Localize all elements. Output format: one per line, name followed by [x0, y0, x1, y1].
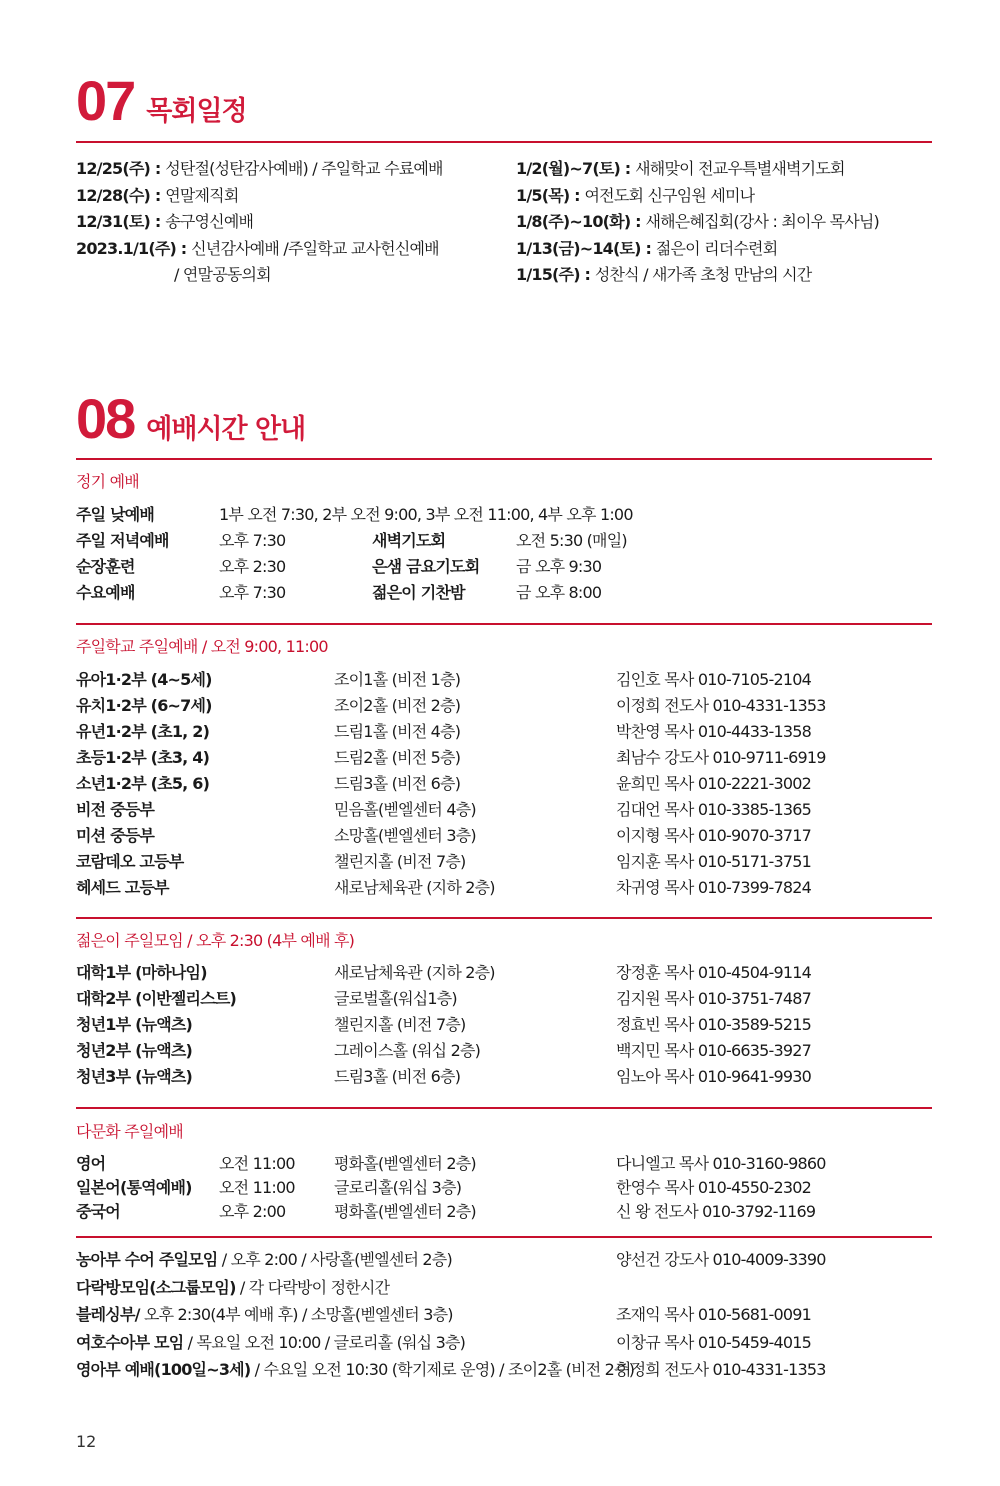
schedule-text: 성찬식 / 새가족 초청 만남의 시간: [594, 265, 812, 284]
meeting-name: 농아부 수어 주일모임: [76, 1250, 218, 1269]
location: 새로남체육관 (지하 2층): [334, 963, 495, 982]
meeting-info: [76, 1301, 453, 1329]
location: 글로벌홀(워십1층): [334, 989, 457, 1008]
schedule-text: 새해은혜집회(강사 : 최이우 목사님): [645, 212, 880, 231]
contact: 임노아 목사 010-9641-9930: [616, 1067, 811, 1086]
schedule-right-column: [516, 156, 879, 289]
schedule-text-continued: / 연말공동의회: [174, 265, 271, 284]
regular-worship-label: 정기 예배: [76, 472, 139, 491]
location: 믿음홀(벧엘센터 4층): [334, 800, 476, 819]
youth-label: 젊은이 주일모임 / 오후 2:30 (4부 예배 후): [76, 931, 355, 950]
schedule-text: 성탄절(성탄감사예배) / 주일학교 수료예배: [165, 159, 443, 178]
worship-time: 오전 11:00: [219, 1154, 295, 1173]
contact: 김대언 목사 010-3385-1365: [616, 800, 811, 819]
location: 소망홀(벧엘센터 3층): [334, 826, 476, 845]
worship-time: 오전 5:30 (매일): [516, 531, 627, 550]
schedule-text: 송구영신예배: [165, 212, 254, 231]
department-name: 유아1·2부 (4~5세): [76, 670, 212, 689]
location: 챌린지홀 (비전 7층): [334, 852, 466, 871]
meeting-name: 블레싱부/: [76, 1305, 140, 1324]
worship-name: 젊은이 기찬밤: [372, 583, 465, 602]
worship-name: 주일 저녁예배: [76, 531, 169, 550]
worship-name: 주일 낮예배: [76, 505, 155, 524]
department-name: 코람데오 고등부: [76, 852, 184, 871]
schedule-date: 1/15(주) :: [516, 265, 595, 284]
location: 그레이스홀 (워십 2층): [334, 1041, 481, 1060]
worship-time: 오전 11:00: [219, 1178, 295, 1197]
department-name: 대학2부 (이반젤리스트): [76, 989, 237, 1008]
meeting-detail: / 각 다락방이 정한시간: [235, 1277, 390, 1297]
page-number: 12: [76, 1432, 97, 1451]
meeting-info: [76, 1246, 452, 1274]
schedule-item: [516, 183, 879, 210]
contact: 정효빈 목사 010-3589-5215: [616, 1015, 811, 1034]
schedule-date: 1/13(금)~14(토) :: [516, 238, 656, 258]
schedule-date: 12/31(토) :: [76, 212, 166, 231]
schedule-text: 여전도회 신구임원 세미나: [584, 185, 755, 205]
schedule-date: 1/8(주)~10(화) :: [516, 212, 646, 231]
divider: [76, 917, 932, 919]
department-name: 소년1·2부 (초5, 6): [76, 774, 210, 793]
worship-time: 금 오후 8:00: [516, 583, 602, 602]
contact: 양선건 강도사 010-4009-3390: [616, 1250, 826, 1269]
contact: 최남수 강도사 010-9711-6919: [616, 748, 826, 767]
location: 드림2홀 (비전 5층): [334, 748, 461, 767]
section-08-number: 08: [76, 387, 135, 450]
schedule-item: [76, 156, 443, 183]
worship-name: 순장훈련: [76, 557, 135, 576]
location: 평화홀(벧엘센터 2층): [334, 1202, 476, 1221]
section-07-number: 07: [76, 69, 135, 132]
contact: 이창규 목사 010-5459-4015: [616, 1332, 811, 1352]
location: 드림3홀 (비전 6층): [334, 1067, 461, 1086]
meeting-name: 다락방모임(소그룹모임): [76, 1277, 236, 1297]
meeting-detail: / 목요일 오전 10:00 / 글로리홀 (워십 3층): [183, 1332, 466, 1352]
schedule-left-column: [76, 156, 443, 289]
schedule-date: 1/5(목) :: [516, 185, 585, 205]
worship-time: 오후 7:30: [219, 531, 286, 550]
multicultural-label: 다문화 주일예배: [76, 1122, 183, 1141]
divider: [76, 1236, 932, 1238]
schedule-text: 새해맞이 전교우특별새벽기도회: [635, 159, 845, 178]
meeting-name: 영아부 예배(100일~3세): [76, 1360, 251, 1379]
department-name: 비전 중등부: [76, 800, 155, 819]
divider: [76, 141, 932, 143]
divider: [76, 623, 932, 625]
schedule-item: [516, 262, 879, 289]
contact: 이지형 목사 010-9070-3717: [616, 826, 811, 845]
contact: 이정희 전도사 010-4331-1353: [616, 1360, 826, 1379]
contact: 임지훈 목사 010-5171-3751: [616, 852, 811, 871]
department-name: 청년2부 (뉴액츠): [76, 1041, 193, 1060]
divider: [76, 1107, 932, 1109]
worship-name: 은샘 금요기도회: [372, 557, 480, 576]
schedule-date: 1/2(월)~7(토) :: [516, 159, 636, 178]
location: 조이2홀 (비전 2층): [334, 696, 461, 715]
worship-time: 1부 오전 7:30, 2부 오전 9:00, 3부 오전 11:00, 4부 오후 1:00: [219, 505, 633, 524]
department-name: 청년1부 (뉴액츠): [76, 1015, 193, 1034]
worship-time: 금 오후 9:30: [516, 557, 602, 576]
department-name: 미션 중등부: [76, 826, 155, 845]
contact: 박찬영 목사 010-4433-1358: [616, 722, 811, 741]
section-07-title: 목회일정: [146, 96, 247, 127]
schedule-item: [76, 183, 443, 210]
contact: 이정희 전도사 010-4331-1353: [616, 696, 826, 715]
schedule-text: 연말제직회: [165, 185, 239, 205]
location: 새로남체육관 (지하 2층): [334, 878, 495, 897]
department-name: 헤세드 고등부: [76, 878, 169, 897]
contact: 한영수 목사 010-4550-2302: [616, 1178, 811, 1197]
contact: 장정훈 목사 010-4504-9114: [616, 963, 811, 982]
schedule-date: 12/28(수) :: [76, 185, 166, 205]
contact: 다니엘고 목사 010-3160-9860: [616, 1154, 826, 1173]
divider: [76, 458, 932, 460]
worship-time: 오후 2:30: [219, 557, 286, 576]
schedule-date: 2023.1/1(주) :: [76, 238, 192, 258]
language: 중국어: [76, 1202, 120, 1221]
schedule-item: [516, 156, 879, 183]
contact: 김지원 목사 010-3751-7487: [616, 989, 811, 1008]
department-name: 대학1부 (마하나임): [76, 963, 207, 982]
schedule-item: [76, 209, 443, 236]
schedule-item: [516, 209, 879, 236]
section-08-title: 예배시간 안내: [146, 414, 306, 445]
meeting-info: [76, 1356, 634, 1384]
department-name: 청년3부 (뉴액츠): [76, 1067, 193, 1086]
sunday-school-label: 주일학교 주일예배 / 오전 9:00, 11:00: [76, 637, 328, 656]
schedule-text: 신년감사예배 /주일학교 교사헌신예배: [191, 238, 439, 258]
language: 일본어(통역예배): [76, 1178, 192, 1197]
worship-time: 오후 7:30: [219, 583, 286, 602]
location: 챌린지홀 (비전 7층): [334, 1015, 466, 1034]
department-name: 유치1·2부 (6~7세): [76, 696, 212, 715]
meeting-info: [76, 1329, 465, 1357]
section-08-header: [76, 387, 306, 450]
contact: 백지민 목사 010-6635-3927: [616, 1041, 811, 1060]
language: 영어: [76, 1154, 106, 1173]
contact: 신 왕 전도사 010-3792-1169: [616, 1202, 816, 1221]
location: 드림1홀 (비전 4층): [334, 722, 461, 741]
location: 조이1홀 (비전 1층): [334, 670, 461, 689]
meeting-detail: / 수요일 오전 10:30 (학기제로 운영) / 조이2홀 (비전 2층): [250, 1360, 635, 1379]
contact: 조재익 목사 010-5681-0091: [616, 1305, 811, 1324]
meeting-name: 여호수아부 모임: [76, 1332, 184, 1352]
schedule-date: 12/25(주) :: [76, 159, 166, 178]
section-07-header: [76, 69, 247, 132]
schedule-item: [516, 236, 879, 263]
worship-time: 오후 2:00: [219, 1202, 286, 1221]
contact: 김인호 목사 010-7105-2104: [616, 670, 811, 689]
contact: 차귀영 목사 010-7399-7824: [616, 878, 811, 897]
location: 평화홀(벧엘센터 2층): [334, 1154, 476, 1173]
meeting-detail: / 오후 2:00 / 사랑홀(벧엘센터 2층): [217, 1250, 452, 1269]
contact: 윤희민 목사 010-2221-3002: [616, 774, 811, 793]
worship-name: 새벽기도회: [372, 531, 446, 550]
meeting-detail: 오후 2:30(4부 예배 후) / 소망홀(벧엘센터 3층): [139, 1305, 453, 1324]
schedule-text: 젊은이 리더수련회: [655, 238, 778, 258]
location: 글로리홀(워십 3층): [334, 1178, 462, 1197]
worship-name: 수요예배: [76, 583, 135, 602]
department-name: 초등1·2부 (초3, 4): [76, 748, 210, 767]
department-name: 유년1·2부 (초1, 2): [76, 722, 210, 741]
meeting-info: [76, 1274, 389, 1302]
schedule-item: [76, 236, 443, 263]
location: 드림3홀 (비전 6층): [334, 774, 461, 793]
